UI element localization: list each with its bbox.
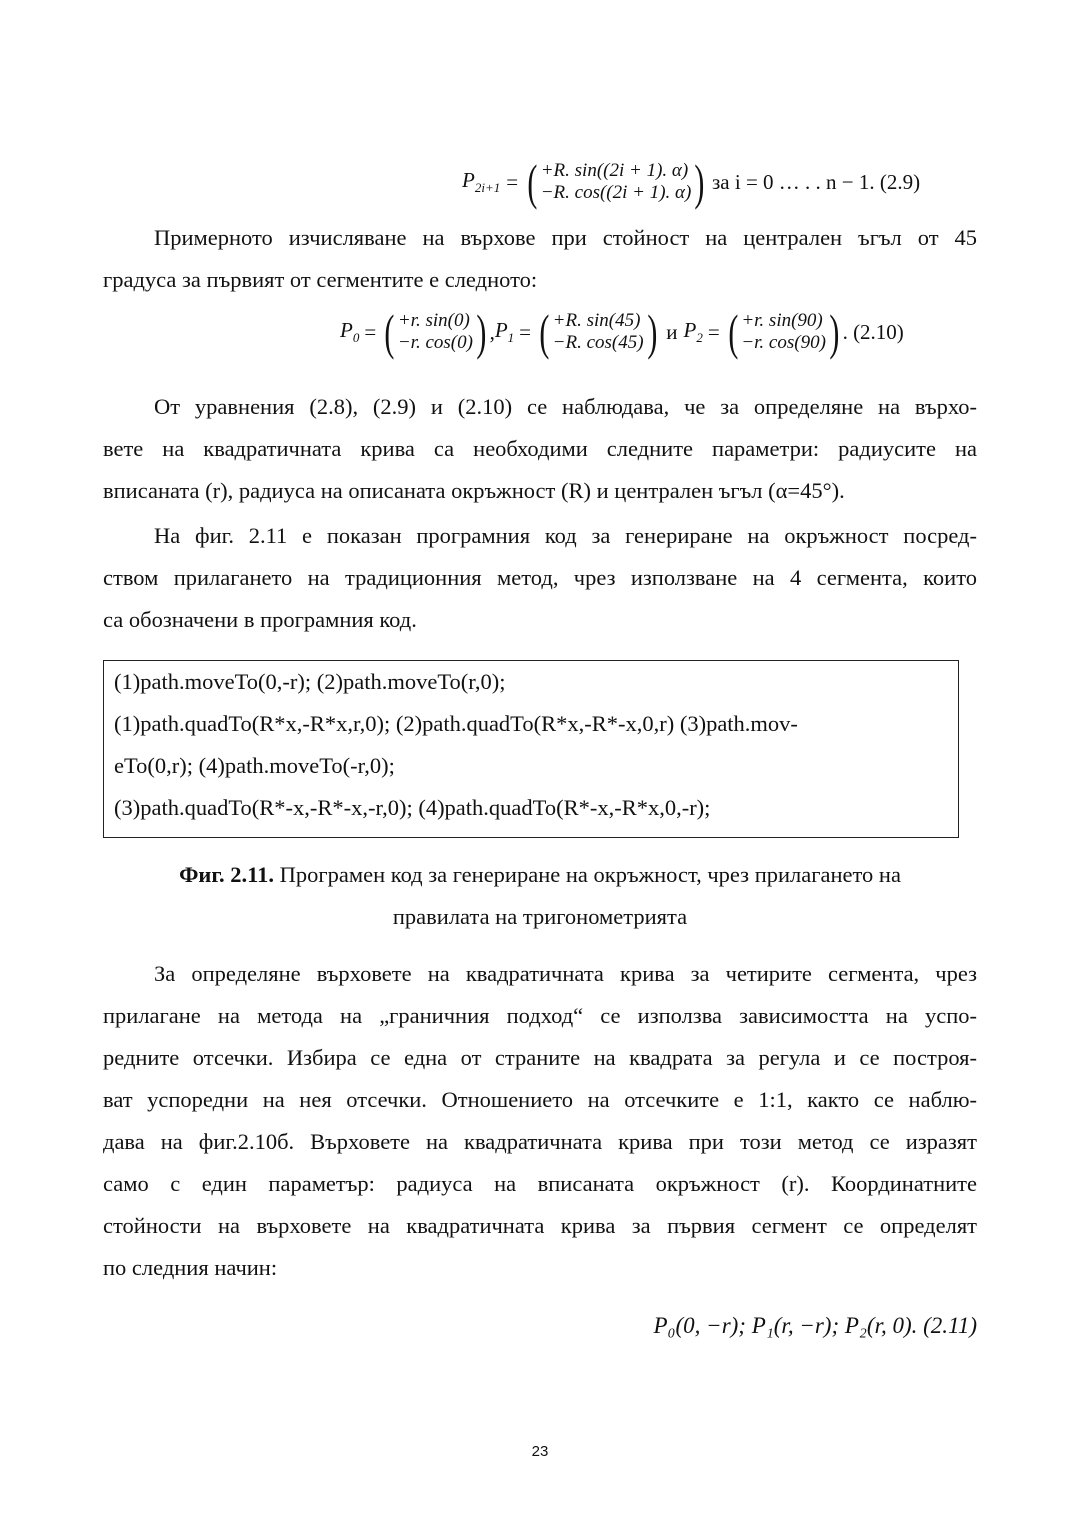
- equation-2-9: $P_{2i+1}$ = ( +R. sin((2i + 1). α) −R. cos((2i + 1). α) ) за i = 0 … . . n − 1. (2.9): [462, 154, 921, 210]
- caption-label: Фиг. 2.11.: [179, 862, 275, 887]
- equation-2-11: P₀(0, −r); P₁(r, −r); P₂(r, 0). (2.11): [653, 1313, 977, 1338]
- equation-2-10: $P_0$ = ( +r. sin(0) −r. cos(0) ) , $P_1$ = ( +R. sin(45) −R. cos(45) ) и $P_2$ = ( +r. sin(90) −r. cos(90) ) . (2.10): [340, 304, 904, 360]
- paragraph-4: За определяне върховете на квадратичната крива за четирите сегмента, чрез прилагане на метода на „граничния подход“ се използва зависимостта на успо- редните отсечки. Избира се една от страните на квадрата за регула и се построя- ват успоредни на нея отсечки. Отношението на отсечките е 1:1, както се наблю- дава на фиг.2.10б. Върховете на квадратичната крива при този метод се изразят само с един параметър: радиуса на вписаната окръжност (r). Координатните стойности на върховете на квадратичната крива за първия сегмент се определят по следния начин:: [103, 961, 977, 1280]
- eq29-lhs: $P_{2i+1}$: [462, 167, 501, 196]
- paragraph-3: На фиг. 2.11 е показан програмния код за генериране на окръжност посред- ством прилагането на традиционния метод, чрез използване на 4 сегмента, които са обозначени в програмния код.: [103, 523, 977, 632]
- eq29-vector: +R. sin((2i + 1). α) −R. cos((2i + 1). α): [540, 160, 692, 203]
- figure-caption: Фиг. 2.11. Програмен код за генериране на окръжност, чрез прилагането на правилата на тригонометрията: [179, 862, 901, 929]
- code-line: (1)path.moveTo(0,-r); (2)path.moveTo(r,0);: [114, 669, 506, 694]
- eq29-tail: за i = 0 … . . n − 1. (2.9): [712, 169, 921, 194]
- paragraph-2: От уравнения (2.8), (2.9) и (2.10) се наблюдава, че за определяне на върхо- вете на квадратичната крива са необходими следните параметри: радиусите на вписаната (r), радиуса на описаната окръжност (R) и централен ъгъл (α=45°).: [103, 394, 977, 503]
- code-listing: [103, 660, 959, 838]
- code-line: (1)path.quadTo(R*x,-R*x,r,0); (2)path.quadTo(R*x,-R*-x,0,r) (3)path.mov-: [114, 711, 798, 736]
- paragraph-1: Примерното изчисляване на върхове при стойност на централен ъгъл от 45 градуса за първият от сегментите е следното:: [103, 225, 977, 292]
- code-line: eTo(0,r); (4)path.moveTo(-r,0);: [114, 753, 395, 778]
- page-number: 23: [531, 1443, 549, 1460]
- code-line: (3)path.quadTo(R*-x,-R*-x,-r,0); (4)path.quadTo(R*-x,-R*x,0,-r);: [114, 795, 711, 820]
